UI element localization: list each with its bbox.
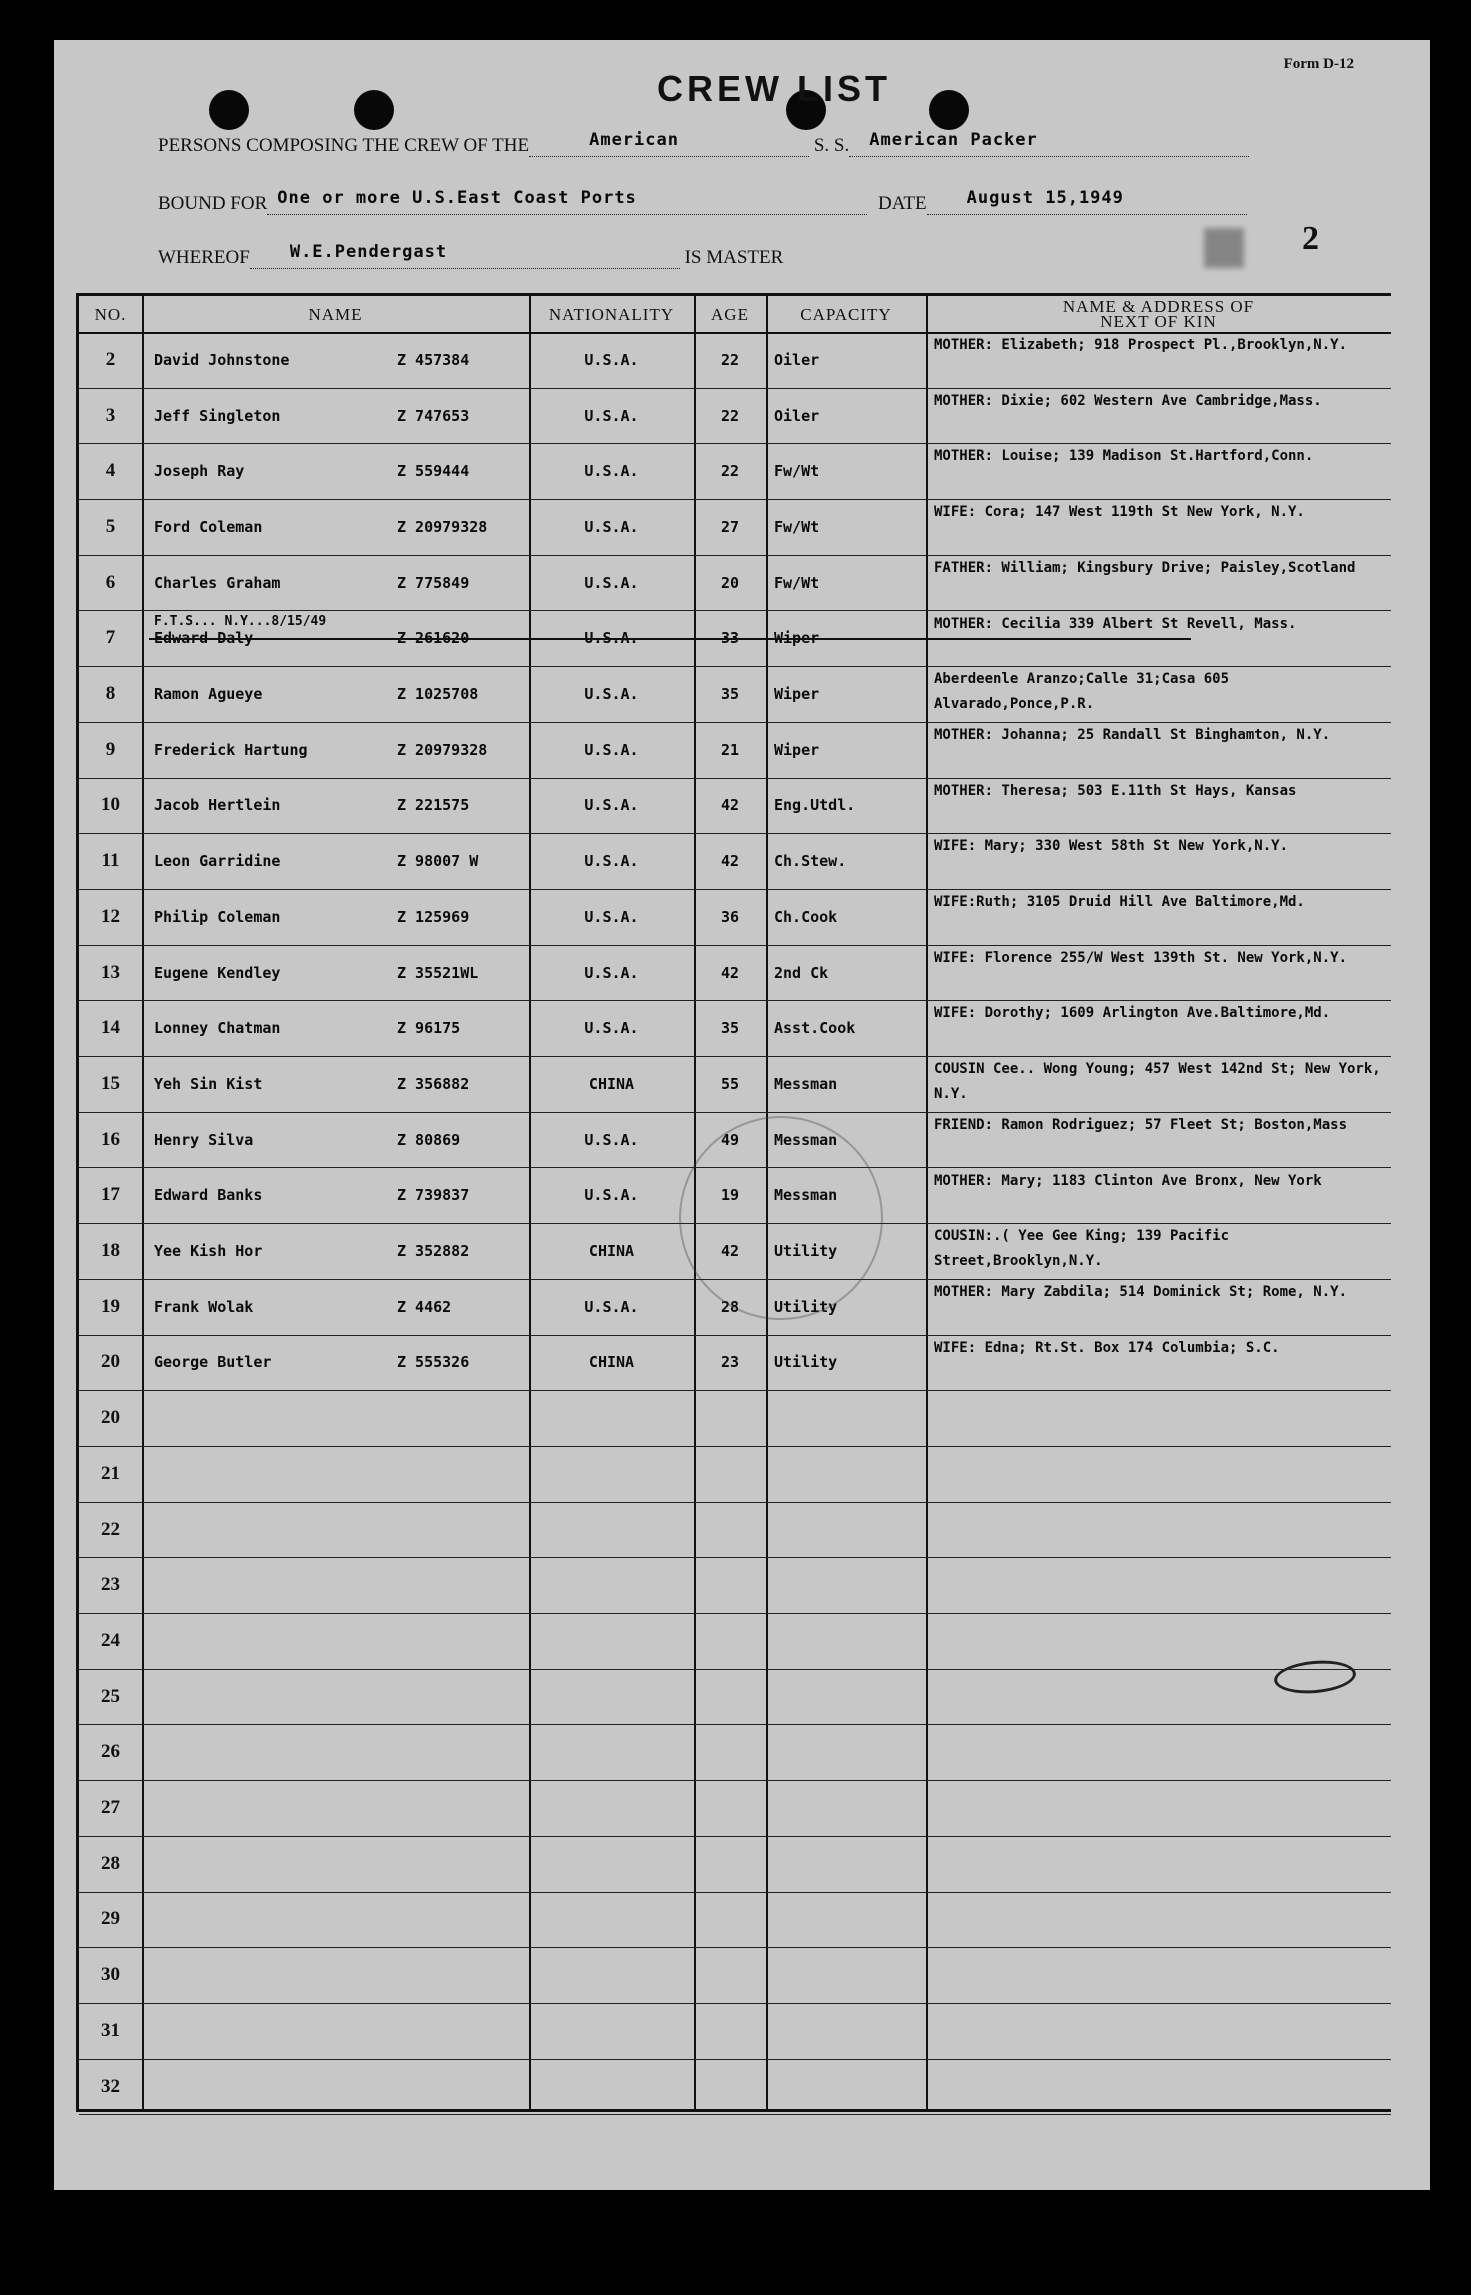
cell-name: Frederick Hartung: [154, 740, 308, 759]
crew-of-line: [158, 130, 1249, 157]
cell-cert: Z 96175: [397, 1019, 461, 1038]
cell-no: 32: [101, 2075, 120, 2097]
cell-nat: U.S.A.: [584, 963, 639, 982]
cell-no: 10: [101, 794, 120, 816]
cell-no: 5: [105, 515, 116, 537]
table-row: [79, 889, 1391, 946]
cell-cert: Z 739837: [397, 1186, 470, 1205]
cell-age: 28: [720, 1297, 740, 1316]
cell-cert: Z 747653: [397, 406, 470, 425]
cell-kin: MOTHER: Cecilia 339 Albert St Revell, Mass.: [934, 615, 1297, 632]
cell-name: Edward Banks: [154, 1186, 263, 1205]
cell-kin: WIFE:Ruth; 3105 Druid Hill Ave Baltimore,Md.: [934, 894, 1305, 910]
cell-cap: 2nd Ck: [774, 963, 829, 982]
cell-kin: FRIEND: Ramon Rodriguez; 57 Fleet St; Boston,Mass: [934, 1116, 1348, 1133]
cell-nat: U.S.A.: [584, 1186, 639, 1205]
cell-name: Ford Coleman: [154, 517, 263, 536]
cell-age: 35: [720, 1019, 740, 1038]
ship-name-field: American Packer: [849, 134, 1249, 157]
crew-table: [76, 293, 1391, 2112]
cell-kin: MOTHER: Theresa; 503 E.11th St Hays, Kansas: [934, 782, 1297, 799]
cell-cap: Asst.Cook: [774, 1019, 856, 1038]
cell-name: Jeff Singleton: [154, 406, 281, 425]
cell-nat: U.S.A.: [584, 517, 639, 536]
col-nationality-header: NATIONALITY: [548, 304, 675, 324]
cell-no: 17: [101, 1184, 120, 1206]
cell-nat: U.S.A.: [584, 629, 639, 648]
cell-no: 4: [105, 460, 116, 482]
cell-cert: Z 555326: [397, 1353, 470, 1372]
cell-cert: Z 261620: [397, 629, 470, 648]
table-row: [79, 332, 1391, 389]
table-row: [79, 666, 1391, 723]
cell-kin: WIFE: Dorothy; 1609 Arlington Ave.Baltimore,Md.: [934, 1005, 1331, 1022]
table-row: [79, 833, 1391, 890]
cell-name: Henry Silva: [154, 1130, 254, 1149]
table-row: [79, 945, 1391, 1002]
cell-nat: U.S.A.: [584, 907, 639, 926]
cell-no: 28: [101, 1852, 120, 1874]
cell-nat: CHINA: [588, 1074, 635, 1093]
cell-no: 12: [101, 905, 120, 927]
punch-hole: [209, 90, 249, 130]
bound-for-line: [158, 188, 1247, 215]
cell-cert: Z 352882: [397, 1242, 470, 1261]
cell-nat: U.S.A.: [584, 1297, 639, 1316]
table-row: [79, 611, 1391, 668]
col-age-header: AGE: [711, 304, 749, 324]
table-row: [79, 1335, 1391, 1392]
table-row: [79, 722, 1391, 779]
table-row: [79, 1390, 1391, 1447]
cell-no: 16: [101, 1128, 120, 1150]
table-row: [79, 1000, 1391, 1057]
bound-for-field: One or more U.S.East Coast Ports: [267, 192, 867, 215]
cell-cert: Z 4462: [397, 1297, 452, 1316]
cell-cert: Z 20979328: [397, 517, 488, 536]
col-name-header: NAME: [308, 304, 363, 324]
cell-age: 20: [720, 573, 740, 592]
cell-age: 42: [720, 852, 740, 871]
cell-cap: Messman: [774, 1074, 838, 1093]
cell-name: Lonney Chatman: [154, 1019, 281, 1038]
table-row: [79, 1669, 1391, 1726]
cell-no: 2: [105, 348, 116, 370]
table-row: [79, 1836, 1391, 1893]
cell-no: 8: [105, 683, 116, 705]
cell-kin: MOTHER: Johanna; 25 Randall St Binghamton, N.Y.: [934, 726, 1331, 743]
ink-smudge: [1204, 228, 1244, 268]
table-row: [79, 1947, 1391, 2004]
cell-age: 33: [720, 629, 740, 648]
cell-no: 3: [105, 404, 116, 426]
cell-no: 9: [105, 738, 116, 760]
nationality-field: American: [529, 134, 809, 157]
cell-age: 42: [720, 963, 740, 982]
cell-name: Eugene Kendley: [154, 963, 281, 982]
cell-age: 22: [720, 462, 740, 481]
cell-name: David Johnstone: [154, 350, 290, 369]
cell-no: 20: [101, 1351, 120, 1373]
master-field: W.E.Pendergast: [250, 246, 680, 269]
strike-through-line: [149, 638, 1191, 640]
cell-nat: U.S.A.: [584, 1019, 639, 1038]
cell-no: 19: [101, 1295, 120, 1317]
cell-age: 36: [720, 907, 740, 926]
cell-no: 24: [101, 1629, 120, 1651]
cell-age: 55: [720, 1074, 740, 1093]
cell-kin: MOTHER: Mary; 1183 Clinton Ave Bronx, New York: [934, 1172, 1322, 1189]
col-next-of-kin-header: [926, 296, 1391, 332]
cell-name: Leon Garridine: [154, 852, 281, 871]
cell-no: 27: [101, 1797, 120, 1819]
cell-no: 18: [101, 1240, 120, 1262]
cell-cap: Oiler: [774, 350, 820, 369]
cell-no: 14: [101, 1017, 120, 1039]
cell-no: 31: [101, 2019, 120, 2041]
cell-no: 23: [101, 1574, 120, 1596]
cell-no: 20: [101, 1407, 120, 1429]
table-row: [79, 2059, 1391, 2116]
cell-cert: Z 559444: [397, 462, 470, 481]
table-row: [79, 2003, 1391, 2060]
cell-cert: Z 1025708: [397, 685, 479, 704]
cell-cap: Wiper: [774, 740, 820, 759]
ss-label: S. S.: [813, 135, 850, 156]
cell-note: F.T.S... N.Y...8/15/49: [154, 614, 327, 629]
cell-cap: Fw/Wt: [774, 462, 820, 481]
table-header: [79, 296, 1391, 334]
cell-cap: Utility: [774, 1297, 838, 1316]
document-title: CREW LIST: [657, 68, 891, 109]
cell-kin: COUSIN:.( Yee Gee King; 139 Pacific Street,Brooklyn,N.Y.: [934, 1228, 1230, 1270]
cell-no: 22: [101, 1518, 120, 1540]
cell-cert: Z 457384: [397, 350, 470, 369]
cell-age: 42: [720, 796, 740, 815]
cell-kin: WIFE: Florence 255/W West 139th St. New York,N.Y.: [934, 949, 1348, 966]
cell-no: 15: [101, 1072, 120, 1094]
cell-name: Edward Daly: [154, 629, 254, 648]
cell-nat: CHINA: [588, 1353, 635, 1372]
cell-no: 13: [101, 961, 120, 983]
cell-nat: U.S.A.: [584, 406, 639, 425]
cell-kin: MOTHER: Mary Zabdila; 514 Dominick St; Rome, N.Y.: [934, 1283, 1348, 1300]
cell-cap: Utility: [774, 1353, 838, 1372]
table-row: [79, 499, 1391, 556]
table-row: [79, 555, 1391, 612]
cell-nat: U.S.A.: [584, 796, 639, 815]
cell-nat: U.S.A.: [584, 740, 639, 759]
table-row: [79, 1502, 1391, 1559]
cell-kin: MOTHER: Louise; 139 Madison St.Hartford,Conn.: [934, 448, 1314, 465]
cell-kin: COUSIN Cee.. Wong Young; 457 West 142nd St; New York, N.Y.: [934, 1061, 1381, 1103]
table-row: [79, 1557, 1391, 1614]
whereof-line: [158, 242, 784, 269]
cell-no: 6: [105, 571, 116, 593]
kin-header-line-1: NAME & ADDRESS OF: [1062, 297, 1255, 316]
table-row: [79, 1446, 1391, 1503]
cell-nat: U.S.A.: [584, 1130, 639, 1149]
table-row: [79, 1780, 1391, 1837]
cell-cap: Messman: [774, 1130, 838, 1149]
table-row: [79, 443, 1391, 500]
cell-name: Charles Graham: [154, 573, 281, 592]
cell-kin: WIFE: Edna; Rt.St. Box 174 Columbia; S.C.: [934, 1339, 1280, 1356]
cell-age: 35: [720, 685, 740, 704]
cell-no: 11: [101, 850, 120, 872]
cell-cap: Wiper: [774, 629, 820, 648]
cell-cap: Fw/Wt: [774, 517, 820, 536]
cell-name: Frank Wolak: [154, 1297, 254, 1316]
page-number: 2: [1302, 220, 1319, 257]
cell-cert: Z 125969: [397, 907, 470, 926]
cell-age: 21: [720, 740, 740, 759]
cell-name: Ramon Agueye: [154, 685, 263, 704]
bound-for-label: BOUND FOR: [158, 193, 268, 214]
cell-name: George Butler: [154, 1353, 272, 1372]
cell-cap: Messman: [774, 1186, 838, 1205]
cell-nat: U.S.A.: [584, 685, 639, 704]
cell-kin: MOTHER: Dixie; 602 Western Ave Cambridge,Mass.: [934, 392, 1322, 409]
cell-age: 27: [720, 517, 740, 536]
cell-cert: Z 80869: [397, 1130, 461, 1149]
cell-cert: Z 221575: [397, 796, 470, 815]
cell-kin: FATHER: William; Kingsbury Drive; Paisley,Scotland: [934, 559, 1356, 576]
cell-age: 22: [720, 350, 740, 369]
cell-cap: Eng.Utdl.: [774, 796, 856, 815]
table-row: [79, 388, 1391, 445]
date-field: August 15,1949: [927, 192, 1247, 215]
cell-cert: Z 20979328: [397, 740, 488, 759]
kin-header-line-2: NEXT OF KIN: [1100, 312, 1217, 331]
cell-name: Joseph Ray: [154, 462, 245, 481]
is-master-label: IS MASTER: [684, 247, 784, 268]
cell-nat: U.S.A.: [584, 462, 639, 481]
cell-nat: CHINA: [588, 1242, 635, 1261]
col-capacity-header: CAPACITY: [800, 304, 892, 324]
cell-cap: Ch.Cook: [774, 907, 838, 926]
cell-kin: Aberdeenle Aranzo;Calle 31;Casa 605 Alvarado,Ponce,P.R.: [934, 671, 1230, 713]
cell-no: 29: [101, 1908, 120, 1930]
crew-list-form: [54, 40, 1430, 2190]
cell-cap: Fw/Wt: [774, 573, 820, 592]
table-row: [79, 1725, 1391, 1782]
cell-kin: WIFE: Cora; 147 West 119th St New York, N.Y.: [934, 504, 1305, 521]
table-row: [79, 1892, 1391, 1949]
persons-label: PERSONS COMPOSING THE CREW OF THE: [158, 135, 530, 156]
cell-nat: U.S.A.: [584, 573, 639, 592]
cell-cap: Oiler: [774, 406, 820, 425]
punch-hole: [354, 90, 394, 130]
cell-age: 19: [720, 1186, 740, 1205]
cell-no: 25: [101, 1685, 120, 1707]
cell-no: 30: [101, 1964, 120, 1986]
cell-no: 7: [105, 627, 116, 649]
faded-stamp: [679, 1116, 883, 1320]
cell-age: 23: [720, 1353, 740, 1372]
cell-age: 49: [720, 1130, 740, 1149]
table-row: [79, 1056, 1391, 1113]
cell-kin: MOTHER: Elizabeth; 918 Prospect Pl.,Brooklyn,N.Y.: [934, 337, 1348, 353]
cell-cert: Z 98007 W: [397, 852, 479, 871]
cell-age: 42: [720, 1242, 740, 1261]
table-row: [79, 778, 1391, 835]
cell-nat: U.S.A.: [584, 350, 639, 369]
cell-cert: Z 356882: [397, 1074, 470, 1093]
cell-name: Jacob Hertlein: [154, 796, 281, 815]
cell-nat: U.S.A.: [584, 852, 639, 871]
whereof-label: WHEREOF: [158, 247, 250, 268]
cell-kin: WIFE: Mary; 330 West 58th St New York,N.Y.: [934, 838, 1289, 855]
cell-name: Yee Kish Hor: [154, 1242, 263, 1261]
cell-cap: Wiper: [774, 685, 820, 704]
col-no-header: NO.: [94, 304, 127, 324]
cell-name: Yeh Sin Kist: [154, 1074, 263, 1093]
cell-cert: Z 35521WL: [397, 963, 479, 982]
date-label: DATE: [878, 193, 927, 214]
cell-cert: Z 775849: [397, 573, 470, 592]
cell-name: Philip Coleman: [154, 907, 281, 926]
cell-cap: Utility: [774, 1242, 838, 1261]
cell-cap: Ch.Stew.: [774, 852, 847, 871]
cell-no: 26: [101, 1741, 120, 1763]
table-row: [79, 1613, 1391, 1670]
cell-no: 21: [101, 1462, 120, 1484]
cell-age: 22: [720, 406, 740, 425]
form-id: Form D-12: [1283, 56, 1354, 72]
